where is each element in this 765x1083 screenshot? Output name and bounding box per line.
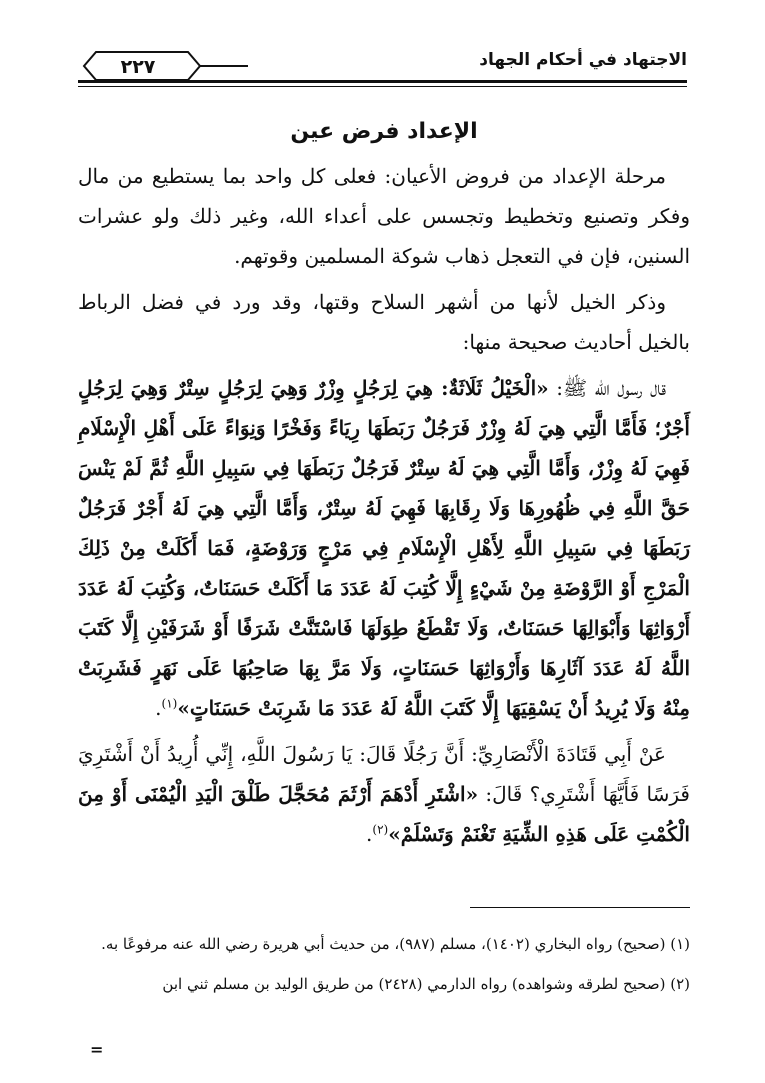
continuation-mark: =	[90, 1040, 104, 1059]
hadith-text-1: «الْخَيْلُ ثَلَاثَةٌ: هِيَ لِرَجُلٍ وِزْرٌ وَهِيَ لِرَجُلٍ سِتْرٌ وَهِيَ لِرَجُلٍ أَجْرٌ؛ فَأَمَّا الَّتِي هِيَ لَهُ وِزْرٌ فَرَجُلٌ رَبَطَهَا رِيَاءً وَفَخْرًا وَنِوَاءً عَلَى أَهْلِ الْإِسْلَامِ فَهِيَ لَهُ وِزْرٌ، وَأَمَّا الَّتِي هِيَ لَهُ سِتْرٌ فَرَجُلٌ رَبَطَهَا فِي سَبِيلِ اللَّهِ ثُمَّ لَمْ يَنْسَ حَقَّ اللَّهِ فِي ظُهُورِهَا وَلَا رِقَابِهَا فَهِيَ لَهُ سِتْرٌ، وَأَمَّا الَّتِي هِيَ لَهُ أَجْرٌ فَرَجُلٌ رَبَطَهَا فِي سَبِيلِ اللَّهِ لِأَهْلِ الْإِسْلَامِ فِي مَرْجٍ وَرَوْضَةٍ، فَمَا أَكَلَتْ مِنْ ذَلِكَ الْمَرْجِ أَوْ الرَّوْضَةِ مِنْ شَيْءٍ إِلَّا كُتِبَ لَهُ عَدَدَ مَا أَكَلَتْ حَسَنَاتٌ، وَكُتِبَ لَهُ عَدَدَ أَرْوَاثِهَا وَأَبْوَالِهَا حَسَنَاتٌ، وَلَا تَقْطَعُ طِوَلَهَا فَاسْتَنَّتْ شَرَفًا أَوْ شَرَفَيْنِ إِلَّا كَتَبَ اللَّهُ لَهُ عَدَدَ آثَارِهَا وَأَرْوَاثِهَا حَسَنَاتٍ، وَلَا مَرَّ بِهَا صَاحِبُهَا عَلَى نَهَرٍ فَشَرِبَتْ مِنْهُ وَلَا يُرِيدُ أَنْ يَسْقِيَهَا إِلَّا كَتَبَ اللَّهُ لَهُ عَدَدَ مَا شَرِبَتْ حَسَنَاتٍ»	[78, 376, 690, 720]
footnotes	[78, 928, 690, 1008]
footnote-ref-1: (١)	[161, 696, 178, 711]
main-text	[78, 112, 690, 860]
footnote-separator	[470, 907, 690, 908]
paragraph-3	[78, 368, 690, 728]
section-heading: الإعداد فرض عين	[290, 119, 478, 144]
hadith-intro-2: عَنْ أَبِي قَتَادَةَ الْأَنْصَارِيِّ: أَنَّ رَجُلًا قَالَ: يَا رَسُولَ اللَّهِ، إِنِّي أُرِيدُ أَنْ أَشْتَرِيَ فَرَسًا فَأَيَّهَا أَشْتَرِي؟ قَالَ:	[78, 742, 690, 806]
hadith-intro: قال رسول الله ﷺ:	[548, 376, 667, 400]
footnote-ref-2: (٢)	[372, 822, 389, 837]
paragraph-4	[78, 734, 690, 854]
page-number-badge	[78, 48, 248, 84]
page-number: ٢٢٧	[120, 56, 156, 78]
paragraph-1: مرحلة الإعداد من فروض الأعيان: فعلى كل واحد بما يستطيع من مال وفكر وتصنيع وتخطيط وتجسس على أعداء الله، وغير ذلك ولو عشرات السنين، فإن في التعجل ذهاب شوكة المسلمين وقوتهم.	[78, 164, 690, 268]
header-rule	[78, 80, 687, 83]
running-title: الاجتهاد في أحكام الجهاد	[479, 50, 687, 70]
footnote-2: (٢) (صحيح لطرقه وشواهده) رواه الدارمي (٢٤٢٨) من طريق الوليد بن مسلم ثني ابن	[162, 975, 690, 993]
paragraph-3-end: .	[155, 696, 162, 720]
paragraph-4-end: .	[366, 822, 373, 846]
header-rule-thin	[78, 86, 687, 87]
hadith-text-2: «اشْتَرِ أَدْهَمَ أَرْثَمَ مُحَجَّلَ طَلْقَ الْيَدِ الْيُمْنَى أَوْ مِنَ الْكُمْتِ عَلَى هَذِهِ الشِّيَةِ تَغْنَمْ وَتَسْلَمْ»	[78, 782, 690, 846]
footnote-1: (١) (صحيح) رواه البخاري (١٤٠٢)، مسلم (٩٨٧)، من حديث أبي هريرة رضي الله عنه مرفوعًا به.	[101, 935, 690, 953]
paragraph-2: وذكر الخيل لأنها من أشهر السلاح وقتها، وقد ورد في فضل الرباط بالخيل أحاديث صحيحة منها:	[78, 290, 690, 354]
